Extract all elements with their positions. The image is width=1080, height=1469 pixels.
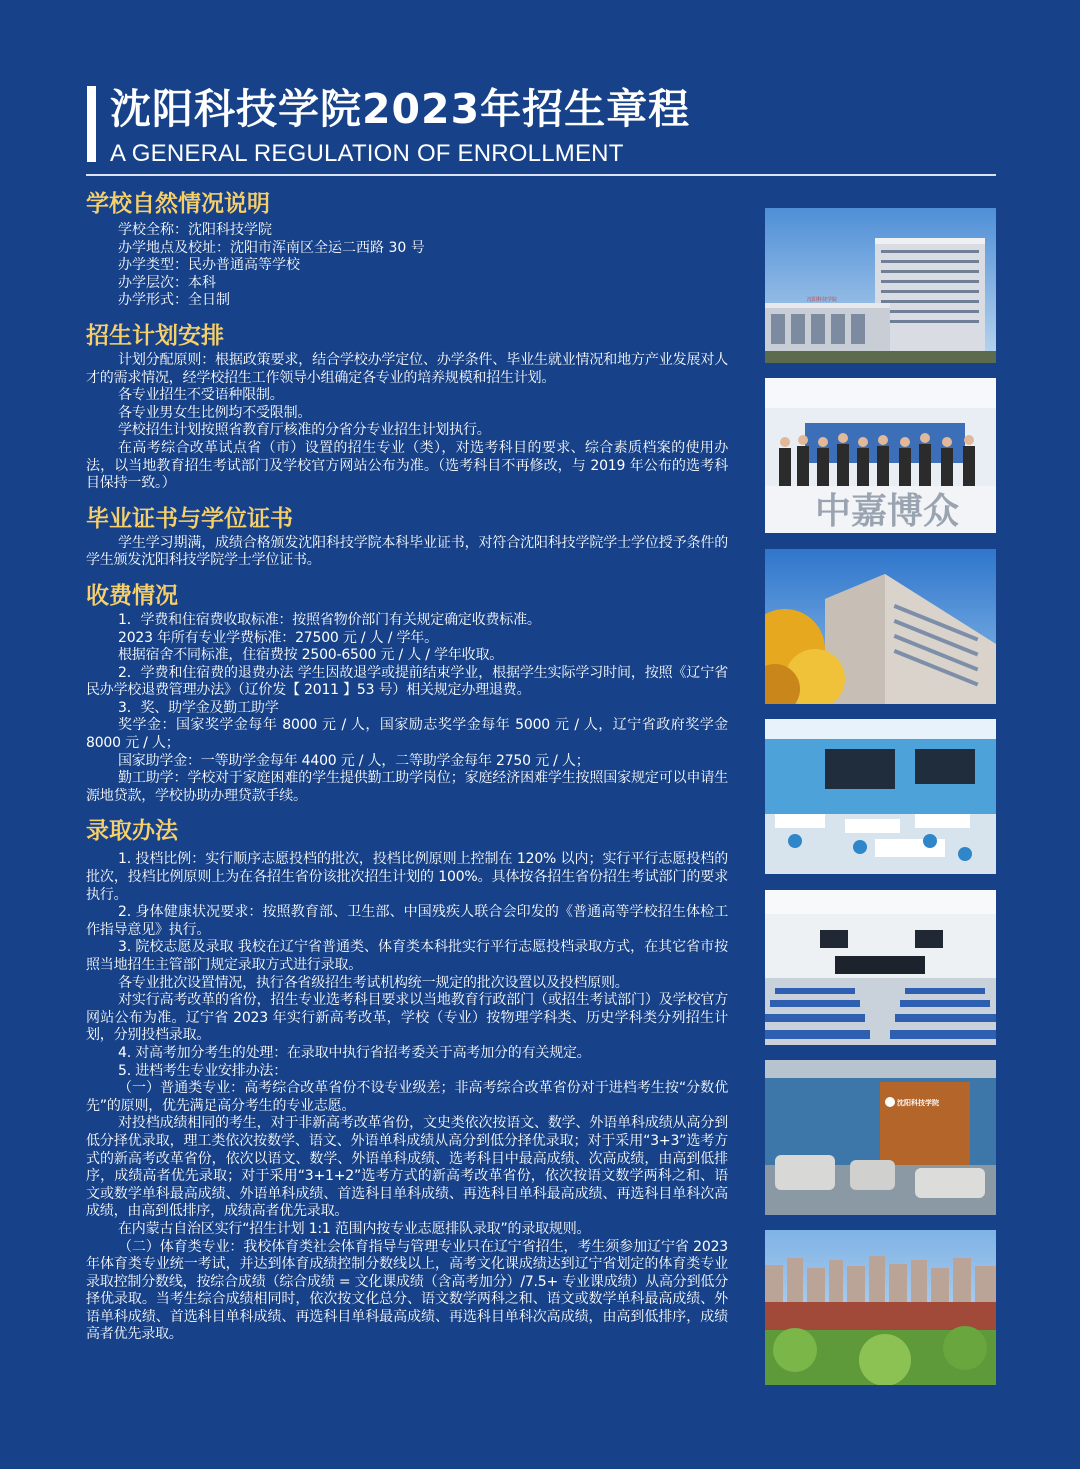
- paragraph: 国家助学金：一等助学金每年 4400 元 / 人，二等助学金每年 2750 元 / 人；: [118, 752, 590, 769]
- paragraph: 4. 对高考加分考生的处理：在录取中执行省招考委关于高考加分的有关规定。: [118, 1044, 591, 1061]
- paragraph: 3. 院校志愿及录取 我校在辽宁省普通类、体育类本科批实行平行志愿投档录取方式，在其它省市按照当地招生主管部门规定录取方式进行录取。: [86, 939, 728, 973]
- paragraph: 对投档成绩相同的考生，对于非新高考改革省份，文史类依次按语文、数学、外语单科成绩从高分到低分择优录取，理工类依次按数学、语文、外语单科成绩从高分到低分择优录取；对于采用“3+3”选考方式的新高考改革省份，依次以语文、数学、外语单科成绩、选考科目中最高成绩、次高成绩，由高到低排序，成绩高者优先录取；对于采用“3+1+2”选考方式的新高考改革省份，依次按语文数学两科之和、语文或数学单科最高成绩、外语单科成绩、首选科目单科成绩、再选科目单科最高成绩、再选科目单科次高成绩，由高到低排序，成绩高者优先录取。: [86, 1115, 728, 1220]
- paragraph: 在内蒙古自治区实行“招生计划 1:1 范围内按专业志愿排队录取”的录取规则。: [118, 1220, 591, 1237]
- section-admission: [86, 815, 728, 1344]
- paragraph: 根据宿舍不同标准，住宿费按 2500-6500 元 / 人 / 学年收取。: [118, 647, 504, 664]
- photo-main-building: [765, 208, 996, 363]
- paragraph: 学校招生计划按照省教育厅核准的分省分专业招生计划执行。: [118, 422, 491, 439]
- info-line: 办学形式：全日制: [118, 292, 230, 309]
- paragraph: 在高考综合改革试点省（市）设置的招生专业（类），对选考科目的要求、综合素质档案的使用办法，以当地教育招生考试部门及学校官方网站公布为准。（选考科目不再修改，与 2019 年公布的选考科目保持一致。）: [86, 439, 728, 492]
- paragraph: 5. 进档考生专业安排办法：: [118, 1062, 288, 1079]
- photo-lounge: [765, 1060, 996, 1215]
- paragraph: （一）普通类专业：高考综合改革省份不设专业级差；非高考综合改革省份对于进档考生按“分数优先”的原则，优先满足高分考生的专业志愿。: [86, 1080, 728, 1114]
- info-line: 学校全称：沈阳科技学院: [118, 222, 272, 238]
- section-heading: 毕业证书与学位证书: [86, 505, 293, 532]
- paragraph: 各专业招生不受语种限制。: [118, 387, 284, 404]
- paragraph: 2023 年所有专业学费标准：27500 元 / 人 / 学年。: [118, 629, 438, 646]
- paragraph: 1．学费和住宿费收取标准：按照省物价部门有关规定确定收费标准。: [118, 611, 541, 628]
- page-subtitle: A GENERAL REGULATION OF ENROLLMENT: [110, 140, 624, 167]
- section-heading: 录取办法: [86, 818, 178, 845]
- photo-exhibition-group: [765, 378, 996, 533]
- info-line: 办学类型：民办普通高等学校: [118, 257, 300, 274]
- exhibition-wall-text: 中嘉博众: [815, 491, 960, 532]
- section-enrollment-plan: [86, 320, 728, 493]
- paragraph: 各专业男女生比例均不受限制。: [118, 404, 312, 421]
- paragraph: 2．学费和住宿费的退费办法 学生因故退学或提前结束学业，根据学生实际学习时间，按照《辽宁省民办学校退费管理办法》（辽价发【 2011 】53 号）相关规定办理退费。: [86, 664, 728, 699]
- photo-lecture-hall: [765, 890, 996, 1045]
- section-heading: 学校自然情况说明: [86, 191, 270, 217]
- paragraph: 各专业批次设置情况，执行各省级招生考试机构统一规定的批次设置以及投档原则。: [118, 974, 629, 991]
- section-heading: 收费情况: [86, 582, 178, 609]
- section-school-info: [86, 188, 728, 310]
- building-sign: 沈阳科技学院: [807, 297, 838, 303]
- info-line: 办学层次：本科: [118, 274, 216, 291]
- section-heading: 招生计划安排: [86, 322, 224, 349]
- paragraph: 3．奖、助学金及勤工助学: [118, 699, 279, 716]
- paragraph: 学生学习期满，成绩合格颁发沈阳科技学院本科毕业证书，对符合沈阳科技学院学士学位授予条件的学生颁发沈阳科技学院学士学位证书。: [86, 534, 728, 569]
- page-title: 沈阳科技学院2023年招生章程: [110, 85, 691, 133]
- paragraph: 对实行高考改革的省份，招生专业选考科目要求以当地教育行政部门（或招生考试部门）及学校官方网站公布为准。辽宁省 2023 年实行新高考改革，学校（专业）按物理学科类、历史学科类分列招生计划，分别投档录取。: [86, 992, 728, 1044]
- paragraph: 计划分配原则：根据政策要求，结合学校办学定位、办学条件、毕业生就业情况和地方产业发展对人才的需求情况，经学校招生工作领导小组确定各专业的培养规模和招生计划。: [86, 351, 728, 386]
- paragraph: 1. 投档比例：实行顺序志愿投档的批次，投档比例原则上控制在 120% 以内；实行平行志愿投档的批次，投档比例原则上为在各招生省份该批次招生计划的 100%。具体按各招生省份招生考试部门的要求执行。: [86, 851, 728, 903]
- section-fees: [86, 580, 728, 806]
- photo-campus-aerial: [765, 1230, 996, 1385]
- photo-smart-classroom: [765, 719, 996, 874]
- title-accent-bar: [87, 86, 96, 162]
- info-line: 办学地点及校址：沈阳市浑南区全运二西路 30 号: [118, 239, 425, 256]
- paragraph: 2. 身体健康状况要求：按照教育部、卫生部、中国残疾人联合会印发的《普通高等学校招生体检工作指导意见》执行。: [86, 904, 728, 938]
- photo-campus-autumn: [765, 549, 996, 704]
- paragraph: 奖学金：国家奖学金每年 8000 元 / 人，国家励志奖学金每年 5000 元 / 人，辽宁省政府奖学金 8000 元 / 人；: [86, 717, 728, 752]
- title-divider: [86, 174, 996, 176]
- lounge-wall-sign: 沈阳科技学院: [897, 1099, 939, 1107]
- paragraph: 勤工助学：学校对于家庭困难的学生提供勤工助学岗位；家庭经济困难学生按照国家规定可以申请生源地贷款，学校协助办理贷款手续。: [86, 770, 728, 804]
- paragraph: （二）体育类专业：我校体育类社会体育指导与管理专业只在辽宁省招生，考生须参加辽宁省 2023 年体育类专业统一考试，并达到体育成绩控制分数线以上，高考文化课成绩达到辽宁省划定的体育类专业录取控制分数线，按综合成绩（综合成绩 = 文化课成绩（含高考加分）/7.5+ 专业课成绩）从高分到低分择优录取。当考生综合成绩相同时，依次按文化总分、语文数学两科之和、语文或数学单科最高成绩、外语单科成绩、首选科目单科成绩、再选科目单科最高成绩、再选科目单科次高成绩，由高到低排序，成绩高者优先录取。: [86, 1238, 728, 1343]
- main-content: [86, 188, 728, 1344]
- section-certificates: [86, 503, 728, 570]
